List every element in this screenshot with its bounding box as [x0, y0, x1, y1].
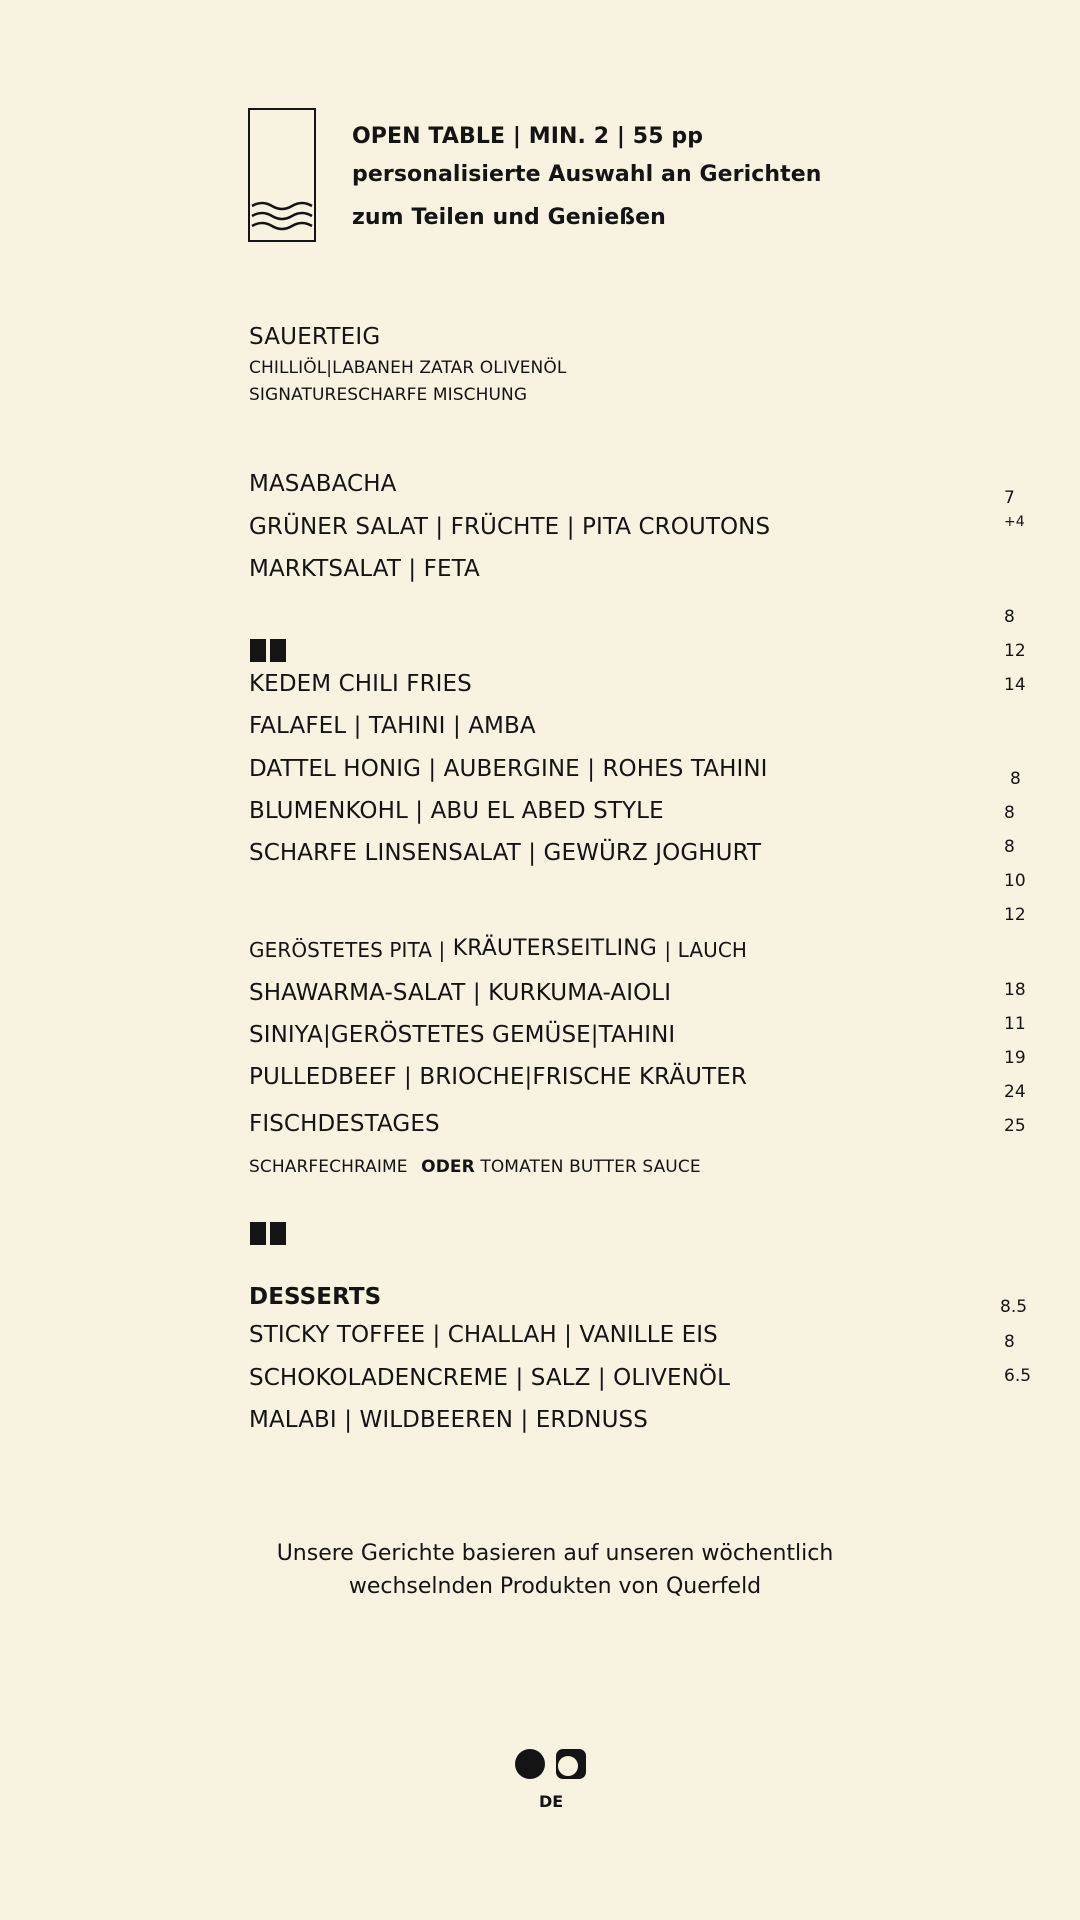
pita-part-1: GERÖSTETES PITA |	[249, 938, 446, 962]
header-title: OPEN TABLE | MIN. 2 | 55 pp	[352, 124, 704, 149]
price: 6.5	[1004, 1366, 1032, 1386]
price: 19	[1004, 1048, 1026, 1068]
price: +4	[1004, 514, 1025, 530]
price: 8	[1004, 607, 1015, 627]
desserts-title: DESSERTS	[249, 1284, 382, 1310]
price: 12	[1004, 905, 1026, 925]
menu-item-fischdestages: FISCHDESTAGES	[249, 1111, 440, 1137]
price: 7	[1004, 488, 1015, 508]
sauce-or: ODER	[421, 1157, 475, 1177]
menu-item-gruener-salat: GRÜNER SALAT | FRÜCHTE | PITA CROUTONS	[249, 514, 771, 540]
menu-item-masabacha: MASABACHA	[249, 471, 397, 497]
header-subtitle-2: zum Teilen und Genießen	[352, 205, 666, 230]
menu-item-sticky-toffee: STICKY TOFFEE | CHALLAH | VANILLE EIS	[249, 1322, 718, 1348]
section-separator	[250, 639, 290, 666]
sauce-option-1: SCHARFECHRAIME	[249, 1157, 408, 1177]
menu-item-malabi: MALABI | WILDBEEREN | ERDNUSS	[249, 1407, 648, 1433]
language-label[interactable]: DE	[539, 1792, 564, 1811]
menu-item-falafel: FALAFEL | TAHINI | AMBA	[249, 713, 536, 739]
menu-item-linsensalat: SCHARFE LINSENSALAT | GEWÜRZ JOGHURT	[249, 840, 762, 866]
language-toggle-icon[interactable]	[515, 1748, 589, 1784]
pita-part-3: | LAUCH	[664, 938, 748, 962]
menu-item-siniya: SINIYA|GERÖSTETES GEMÜSE|TAHINI	[249, 1022, 676, 1048]
sauerteig-line-1: CHILLIÖL|LABANEH ZATAR OLIVENÖL	[249, 358, 567, 378]
menu-item-marktsalat: MARKTSALAT | FETA	[249, 556, 480, 582]
section-separator-2	[250, 1222, 290, 1249]
sauerteig-title: SAUERTEIG	[249, 324, 381, 350]
price: 14	[1004, 675, 1026, 695]
menu-item-shawarma: SHAWARMA-SALAT | KURKUMA-AIOLI	[249, 980, 672, 1006]
price: 8	[1004, 803, 1015, 823]
price: 12	[1004, 641, 1026, 661]
menu-item-blumenkohl: BLUMENKOHL | ABU EL ABED STYLE	[249, 798, 664, 824]
price: 8	[1004, 1332, 1015, 1352]
price: 24	[1004, 1082, 1026, 1102]
sauce-option-2: TOMATEN BUTTER SAUCE	[480, 1157, 701, 1177]
header-subtitle: personalisierte Auswahl an Gerichten	[352, 162, 822, 187]
price: 8	[1010, 769, 1021, 789]
price: 25	[1004, 1116, 1026, 1136]
fisch-sauce-options	[249, 1157, 701, 1177]
price: 8.5	[1000, 1297, 1028, 1317]
sauerteig-line-2: SIGNATURESCHARFE MISCHUNG	[249, 385, 528, 405]
menu-item-pulledbeef: PULLEDBEEF | BRIOCHE|FRISCHE KRÄUTER	[249, 1064, 747, 1090]
menu-item-geroestetes-pita	[249, 937, 747, 963]
footer-note-line-2: wechselnden Produkten von Querfeld	[348, 1574, 762, 1599]
price: 10	[1004, 871, 1026, 891]
pita-part-2: KRÄUTERSEITLING	[452, 936, 657, 961]
price: 18	[1004, 980, 1026, 1000]
price: 11	[1004, 1014, 1026, 1034]
menu-item-dattel-honig: DATTEL HONIG | AUBERGINE | ROHES TAHINI	[249, 756, 768, 782]
price: 8	[1004, 837, 1015, 857]
menu-item-schokoladencreme: SCHOKOLADENCREME | SALZ | OLIVENÖL	[249, 1365, 731, 1391]
menu-item-kedem-fries: KEDEM CHILI FRIES	[249, 671, 472, 697]
wave-box-icon	[248, 108, 316, 242]
footer-note-line-1: Unsere Gerichte basieren auf unseren wöchentlich	[276, 1541, 834, 1566]
